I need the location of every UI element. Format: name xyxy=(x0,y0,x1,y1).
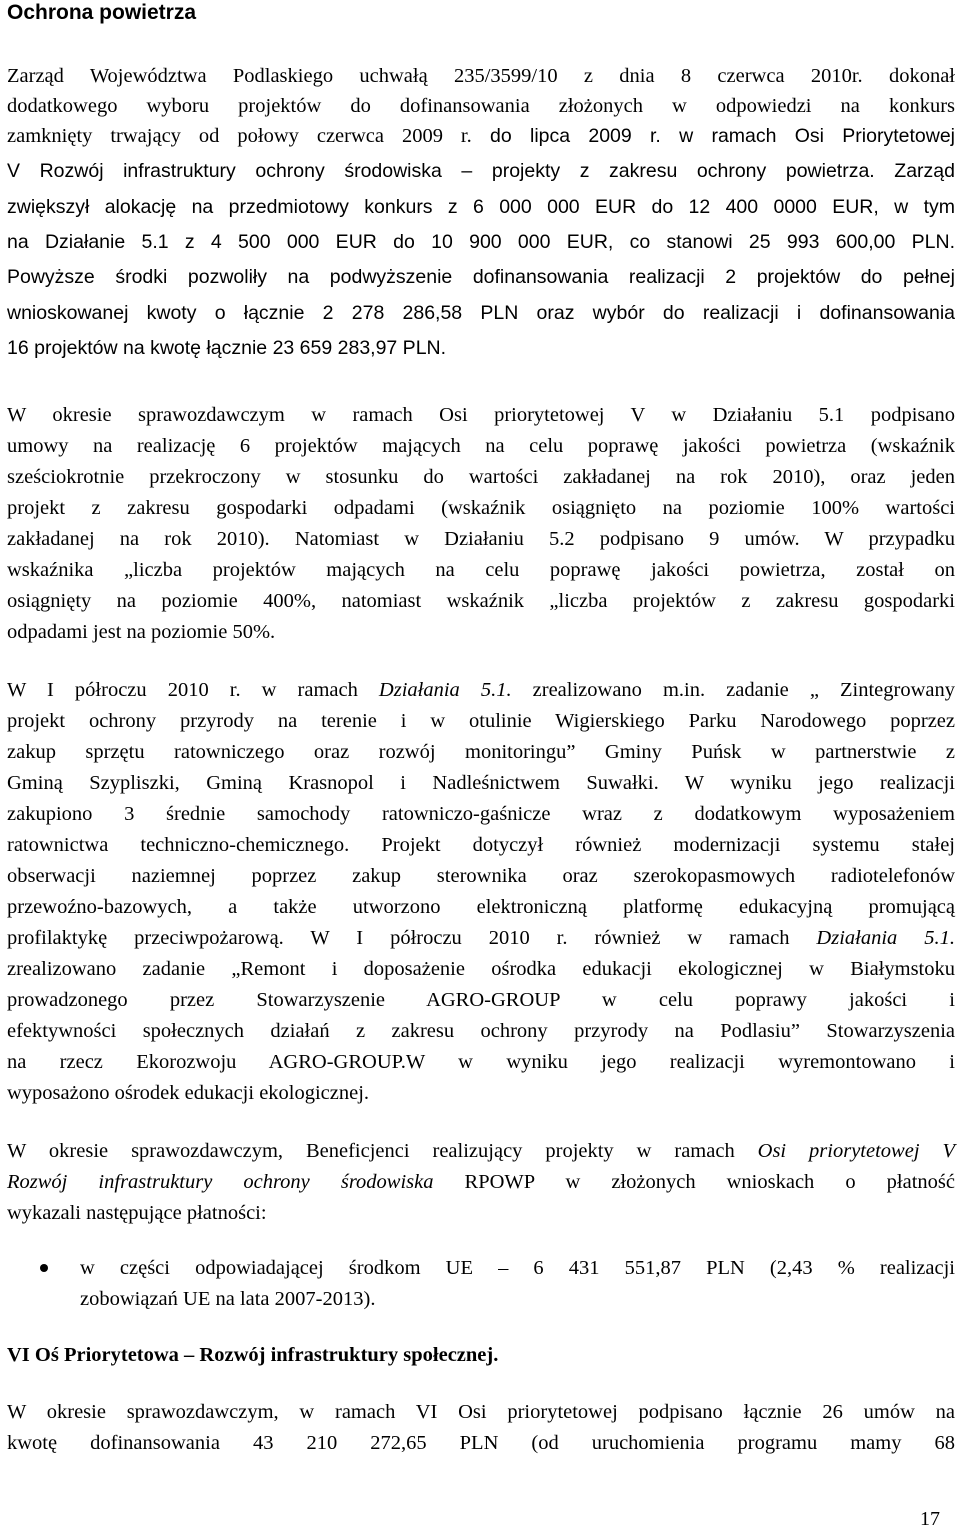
paragraph-3-line-2: projekt ochrony przyrody na terenie i w otulinie Wigierskiego Parku Narodowego poprzez xyxy=(7,710,955,732)
bullet-item-line-2: zobowiązań UE na lata 2007-2013). xyxy=(80,1288,376,1310)
paragraph-3-line-3: zakup sprzętu ratowniczego oraz rozwój monitoringu” Gminy Puńsk w partnerstwie z xyxy=(7,741,955,763)
paragraph-3-line-1-italic: Działania 5.1. xyxy=(378,679,512,701)
paragraph-2-line-8: odpadami jest na poziomie 50%. xyxy=(7,621,276,643)
paragraph-1-line-9: 16 projektów na kwotę łącznie 23 659 283,97 PLN. xyxy=(7,337,447,359)
paragraph-4-line-2-italic: Rozwój infrastruktury ochrony środowiska xyxy=(7,1171,434,1193)
paragraph-1-line-2: dodatkowego wyboru projektów do dofinansowania złożonych w odpowiedzi na konkurs xyxy=(7,95,955,117)
paragraph-2-line-3: sześciokrotnie przekroczony w stosunku do wartości zakładanej na rok 2010), oraz jeden xyxy=(7,466,955,488)
paragraph-3-line-9-italic: Działania 5.1. xyxy=(816,927,955,949)
paragraph-3-line-4: Gminą Szypliszki, Gminą Krasnopol i Nadleśnictwem Suwałki. W wyniku jego realizacji xyxy=(7,772,955,794)
paragraph-2-line-5: zakładanej na rok 2010). Natomiast w Działaniu 5.2 podpisano 9 umów. W przypadku xyxy=(7,528,955,550)
bullet-item-line-1: w części odpowiadającej środkom UE – 6 431 551,87 PLN (2,43 % realizacji xyxy=(80,1257,955,1279)
paragraph-3-line-7: obserwacji naziemnej poprzez zakup sterownika oraz szerokopasmowych radiotelefonów xyxy=(7,865,955,887)
paragraph-1-line-7: Powyższe środki pozwoliły na podwyższenie dofinansowania realizacji 2 projektów do pełnej xyxy=(7,266,955,288)
paragraph-4-line-2 xyxy=(7,1169,955,1195)
paragraph-1-line-3-part-a: zamknięty trwający od połowy czerwca 2009 r. xyxy=(7,125,472,147)
paragraph-4-line-3: wykazali następujące płatności: xyxy=(7,1202,267,1224)
paragraph-3-line-9-part-a: profilaktykę przeciwpożarową. W I półroczu 2010 r. również w ramach xyxy=(7,927,817,949)
paragraph-2-line-2: umowy na realizację 6 projektów mających na celu poprawę jakości powietrza (wskaźnik xyxy=(7,435,955,457)
paragraph-1-line-1: Zarząd Województwa Podlaskiego uchwałą 235/3599/10 z dnia 8 czerwca 2010r. dokonał xyxy=(7,65,955,87)
paragraph-1-line-3 xyxy=(7,123,955,149)
paragraph-3-line-13: na rzecz Ekorozwoju AGRO-GROUP.W w wyniku jego realizacji wyremontowano i xyxy=(7,1051,955,1073)
paragraph-4-line-2-part-b: RPOWP w złożonych wnioskach o płatność xyxy=(433,1171,955,1193)
paragraph-3-line-14: wyposażono ośrodek edukacji ekologicznej. xyxy=(7,1082,370,1104)
paragraph-3-line-11: prowadzonego przez Stowarzyszenie AGRO-GROUP w celu poprawy jakości i xyxy=(7,989,955,1011)
paragraph-3-line-1 xyxy=(7,677,955,703)
paragraph-4-line-1-part-a: W okresie sprawozdawczym, Beneficjenci realizujący projekty w ramach xyxy=(7,1140,758,1162)
paragraph-2-line-6: wskaźnika „liczba projektów mających na celu poprawę jakości powietrza, został on xyxy=(7,559,955,581)
paragraph-3-line-6: ratownictwa techniczno-chemicznego. Projekt dotyczył również modernizacji systemu stałej xyxy=(7,834,955,856)
paragraph-1-line-5: zwiększył alokację na przedmiotowy konkurs z 6 000 000 EUR do 12 400 0000 EUR, w tym xyxy=(7,196,955,218)
paragraph-1-line-6: na Działanie 5.1 z 4 500 000 EUR do 10 900 000 EUR, co stanowi 25 993 600,00 PLN. xyxy=(7,231,955,253)
paragraph-2-line-1: W okresie sprawozdawczym w ramach Osi priorytetowej V w Działaniu 5.1 podpisano xyxy=(7,404,955,426)
paragraph-4-line-1 xyxy=(7,1138,955,1164)
paragraph-1-line-4: V Rozwój infrastruktury ochrony środowiska – projekty z zakresu ochrony powietrza. Zarząd xyxy=(7,160,955,182)
paragraph-3-line-1-part-a: W I półroczu 2010 r. w ramach xyxy=(7,679,379,701)
section-6-heading: VI Oś Priorytetowa – Rozwój infrastruktury społecznej. xyxy=(7,1344,499,1366)
paragraph-3-line-12: efektywności społecznych działań z zakresu ochrony przyrody na Podlasiu” Stowarzyszenia xyxy=(7,1020,955,1042)
section-6-line-2: kwotę dofinansowania 43 210 272,65 PLN (od uruchomienia programu mamy 68 xyxy=(7,1432,955,1454)
paragraph-2-line-7: osiągnięty na poziomie 400%, natomiast wskaźnik „liczba projektów z zakresu gospodarki xyxy=(7,590,955,612)
paragraph-3-line-8: przewoźno-bazowych, a także utworzono elektroniczną platformę edukacyjną promującą xyxy=(7,896,955,918)
paragraph-4-line-1-italic: Osi priorytetowej V xyxy=(757,1140,955,1162)
page-number: 17 xyxy=(920,1508,940,1530)
paragraph-3-line-5: zakupiono 3 średnie samochody ratowniczo-gaśnicze wraz z dodatkowym wyposażeniem xyxy=(7,803,955,825)
bullet-icon xyxy=(40,1264,48,1272)
paragraph-1-line-8: wnioskowanej kwoty o łącznie 2 278 286,58 PLN oraz wybór do realizacji i dofinansowania xyxy=(7,302,955,324)
paragraph-3-line-10: zrealizowano zadanie „Remont i doposażenie ośrodka edukacji ekologicznej w Białymstoku xyxy=(7,958,955,980)
paragraph-2-line-4: projekt z zakresu gospodarki odpadami (wskaźnik osiągnięto na poziomie 100% wartości xyxy=(7,497,955,519)
paragraph-3-line-1-part-c: zrealizowano m.in. zadanie „ Zintegrowany xyxy=(511,679,955,701)
paragraph-1-line-3-part-b: do lipca 2009 r. w ramach Osi Priorytetowej xyxy=(471,125,955,147)
paragraph-3-line-9 xyxy=(7,925,955,951)
section-6-line-1: W okresie sprawozdawczym, w ramach VI Osi priorytetowej podpisano łącznie 26 umów na xyxy=(7,1401,955,1423)
page-title: Ochrona powietrza xyxy=(7,1,197,24)
